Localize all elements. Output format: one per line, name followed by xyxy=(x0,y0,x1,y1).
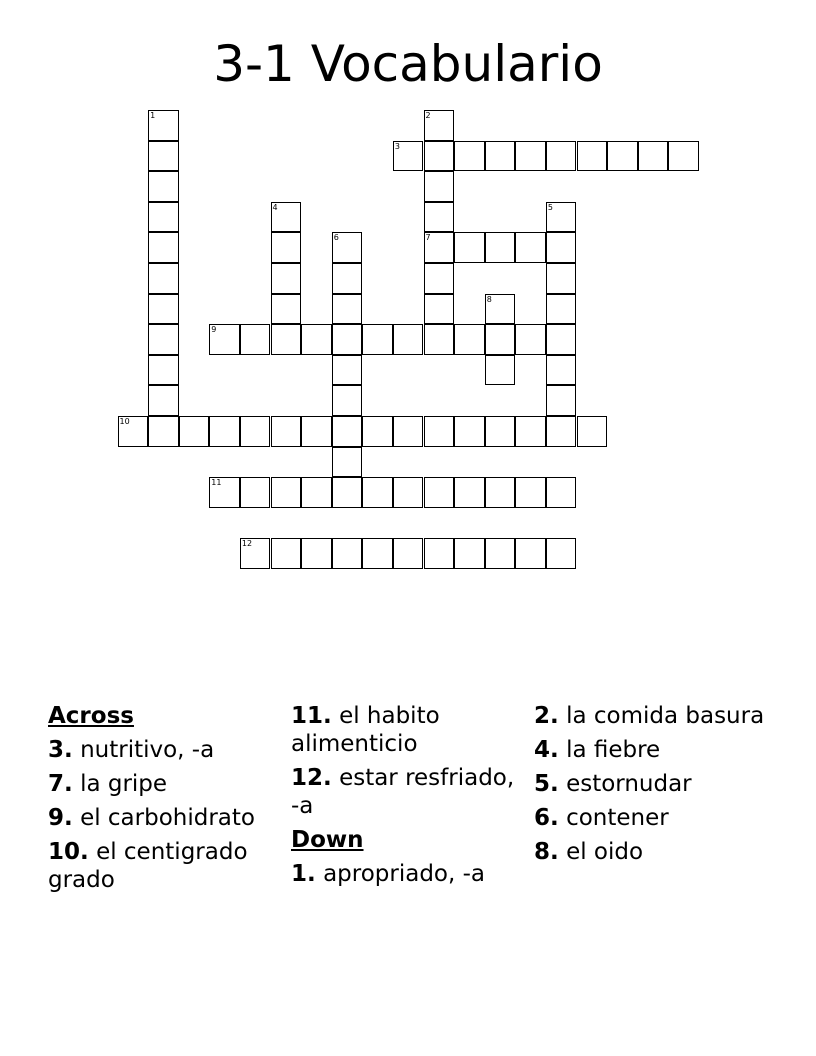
clue-text: nutritivo, -a xyxy=(80,737,215,763)
grid-cell[interactable] xyxy=(546,355,577,386)
cell-input[interactable] xyxy=(394,478,423,507)
cell-input[interactable] xyxy=(333,417,362,446)
cell-input[interactable] xyxy=(363,478,392,507)
clue-text: el oido xyxy=(566,839,644,865)
cell-input[interactable] xyxy=(547,233,576,262)
cell-input[interactable] xyxy=(669,142,698,171)
cell-input[interactable] xyxy=(547,386,576,415)
page-title: 3-1 Vocabulario xyxy=(213,35,603,93)
cell-input[interactable] xyxy=(578,142,607,171)
cell-input[interactable] xyxy=(425,203,454,232)
grid-cell[interactable] xyxy=(148,110,179,141)
clue-number: 9. xyxy=(48,805,73,831)
grid-cell[interactable] xyxy=(546,477,577,508)
cell-input[interactable] xyxy=(547,356,576,385)
grid-cell[interactable] xyxy=(546,294,577,325)
grid-cell[interactable] xyxy=(332,294,363,325)
grid-cell[interactable] xyxy=(515,538,546,569)
down-clue-4 xyxy=(534,736,769,764)
cell-input[interactable] xyxy=(425,295,454,324)
grid-cell[interactable] xyxy=(148,416,179,447)
cell-number: 2 xyxy=(425,111,431,120)
cell-input[interactable] xyxy=(608,142,637,171)
grid-cell[interactable] xyxy=(148,263,179,294)
grid-cell[interactable] xyxy=(546,232,577,263)
cell-input[interactable] xyxy=(149,233,178,262)
cell-input[interactable] xyxy=(210,325,239,354)
cell-input[interactable] xyxy=(272,295,301,324)
grid-cell[interactable] xyxy=(607,141,638,172)
grid-cell[interactable] xyxy=(454,324,485,355)
cell-input[interactable] xyxy=(486,356,515,385)
grid-cell[interactable] xyxy=(362,324,393,355)
clue-text: la comida basura xyxy=(566,703,765,729)
cell-input[interactable] xyxy=(455,539,484,568)
cell-input[interactable] xyxy=(333,539,362,568)
cell-input[interactable] xyxy=(486,539,515,568)
grid-cell[interactable] xyxy=(240,324,271,355)
grid-cell[interactable] xyxy=(148,355,179,386)
cell-input[interactable] xyxy=(547,203,576,232)
clue-number: 1. xyxy=(291,861,316,887)
grid-cell[interactable] xyxy=(362,416,393,447)
down-heading: Down xyxy=(291,827,364,853)
cell-input[interactable] xyxy=(272,203,301,232)
cell-input[interactable] xyxy=(425,172,454,201)
cell-input[interactable] xyxy=(516,142,545,171)
grid-cell[interactable] xyxy=(148,294,179,325)
cell-input[interactable] xyxy=(302,325,331,354)
grid-cell[interactable] xyxy=(179,416,210,447)
clue-text: apropriado, -a xyxy=(323,861,486,887)
cell-input[interactable] xyxy=(516,325,545,354)
grid-cell[interactable] xyxy=(301,477,332,508)
grid-cell[interactable] xyxy=(148,141,179,172)
cell-input[interactable] xyxy=(272,539,301,568)
grid-cell[interactable] xyxy=(424,141,455,172)
clue-text: la gripe xyxy=(80,771,168,797)
grid-cell[interactable] xyxy=(240,538,271,569)
clue-text: el carbohidrato xyxy=(80,805,255,831)
grid-cell[interactable] xyxy=(424,263,455,294)
down-clue-5 xyxy=(534,770,769,798)
cell-input[interactable] xyxy=(333,386,362,415)
cell-number: 9 xyxy=(211,325,217,335)
grid-cell[interactable] xyxy=(546,324,577,355)
across-clue-7 xyxy=(48,770,283,798)
grid-cell[interactable] xyxy=(577,141,608,172)
grid-cell[interactable] xyxy=(332,385,363,416)
grid-cell[interactable] xyxy=(638,141,669,172)
cell-input[interactable] xyxy=(272,478,301,507)
cell-number: 1 xyxy=(150,111,156,120)
clue-text: el centigrado grado xyxy=(48,839,248,893)
grid-cell[interactable] xyxy=(271,232,302,263)
cell-input[interactable] xyxy=(455,417,484,446)
grid-cell[interactable] xyxy=(485,355,516,386)
grid-cell[interactable] xyxy=(209,477,240,508)
cell-input[interactable] xyxy=(547,417,576,446)
grid-cell[interactable] xyxy=(546,141,577,172)
grid-cell[interactable] xyxy=(393,477,424,508)
grid-cell[interactable] xyxy=(485,324,516,355)
grid-cell[interactable] xyxy=(577,416,608,447)
across-clue-3 xyxy=(48,736,283,764)
cell-input[interactable] xyxy=(455,142,484,171)
grid-cell[interactable] xyxy=(454,141,485,172)
cell-input[interactable] xyxy=(119,417,148,446)
cell-number: 11 xyxy=(211,478,222,488)
clue-text: el habito alimenticio xyxy=(291,703,440,757)
cell-input[interactable] xyxy=(333,295,362,324)
cell-input[interactable] xyxy=(425,478,454,507)
grid-cell[interactable] xyxy=(148,385,179,416)
grid-cell[interactable] xyxy=(240,416,271,447)
clue-column-2 xyxy=(291,702,526,894)
cell-input[interactable] xyxy=(455,233,484,262)
cell-input[interactable] xyxy=(333,356,362,385)
grid-cell[interactable] xyxy=(424,477,455,508)
grid-cell[interactable] xyxy=(209,416,240,447)
grid-cell[interactable] xyxy=(668,141,699,172)
cell-input[interactable] xyxy=(149,295,178,324)
cell-input[interactable] xyxy=(272,264,301,293)
grid-cell[interactable] xyxy=(271,416,302,447)
cell-input[interactable] xyxy=(547,478,576,507)
grid-cell[interactable] xyxy=(424,294,455,325)
cell-input[interactable] xyxy=(425,264,454,293)
clue-number: 8. xyxy=(534,839,559,865)
cell-input[interactable] xyxy=(486,325,515,354)
clue-text: estornudar xyxy=(566,771,692,797)
cell-number: 3 xyxy=(394,141,400,151)
cell-input[interactable] xyxy=(516,417,545,446)
grid-cell[interactable] xyxy=(240,477,271,508)
cell-number: 10 xyxy=(119,417,130,426)
cell-input[interactable] xyxy=(394,142,423,171)
grid-cell[interactable] xyxy=(301,538,332,569)
clue-number: 7. xyxy=(48,771,73,797)
cell-input[interactable] xyxy=(333,264,362,293)
grid-cell[interactable] xyxy=(301,324,332,355)
cell-input[interactable] xyxy=(486,142,515,171)
across-heading: Across xyxy=(48,703,134,729)
cell-input[interactable] xyxy=(425,539,454,568)
cell-input[interactable] xyxy=(149,325,178,354)
cell-input[interactable] xyxy=(272,233,301,262)
grid-cell[interactable] xyxy=(148,324,179,355)
cell-input[interactable] xyxy=(333,478,362,507)
grid-cell[interactable] xyxy=(485,416,516,447)
grid-cell[interactable] xyxy=(424,416,455,447)
cell-input[interactable] xyxy=(547,264,576,293)
cell-input[interactable] xyxy=(547,142,576,171)
across-clue-9 xyxy=(48,804,283,832)
across-clue-12 xyxy=(291,764,526,820)
cell-input[interactable] xyxy=(394,539,423,568)
grid-cell[interactable] xyxy=(148,202,179,233)
grid-cell[interactable] xyxy=(393,416,424,447)
cell-input[interactable] xyxy=(486,295,515,324)
down-clue-8 xyxy=(534,838,769,866)
cell-input[interactable] xyxy=(425,417,454,446)
cell-input[interactable] xyxy=(547,295,576,324)
grid-cell[interactable] xyxy=(209,324,240,355)
grid-cell[interactable] xyxy=(148,171,179,202)
across-clue-11 xyxy=(291,702,526,758)
cell-input[interactable] xyxy=(394,325,423,354)
cell-input[interactable] xyxy=(639,142,668,171)
clue-column-3 xyxy=(534,702,769,872)
grid-cell[interactable] xyxy=(393,141,424,172)
cell-input[interactable] xyxy=(486,417,515,446)
clue-number: 12. xyxy=(291,765,332,791)
cell-input[interactable] xyxy=(547,325,576,354)
clue-number: 10. xyxy=(48,839,89,865)
cell-input[interactable] xyxy=(516,539,545,568)
grid-cell[interactable] xyxy=(546,202,577,233)
grid-cell[interactable] xyxy=(454,477,485,508)
cell-number: 12 xyxy=(241,539,253,549)
grid-cell[interactable] xyxy=(424,232,455,263)
clue-number: 6. xyxy=(534,805,559,831)
cell-input[interactable] xyxy=(333,233,362,262)
clue-number: 11. xyxy=(291,703,332,729)
grid-cell[interactable] xyxy=(271,324,302,355)
grid-cell[interactable] xyxy=(515,324,546,355)
grid-cell[interactable] xyxy=(332,416,363,447)
clue-number: 5. xyxy=(534,771,559,797)
cell-input[interactable] xyxy=(149,264,178,293)
cell-input[interactable] xyxy=(180,417,209,446)
cell-input[interactable] xyxy=(425,325,454,354)
grid-cell[interactable] xyxy=(332,324,363,355)
cell-input[interactable] xyxy=(302,478,331,507)
cell-input[interactable] xyxy=(149,172,178,201)
cell-input[interactable] xyxy=(210,478,239,507)
across-clue-10 xyxy=(48,838,283,894)
grid-cell[interactable] xyxy=(148,232,179,263)
cell-input[interactable] xyxy=(241,539,270,568)
grid-cell[interactable] xyxy=(271,538,302,569)
cell-input[interactable] xyxy=(149,386,178,415)
cell-input[interactable] xyxy=(363,417,392,446)
grid-cell[interactable] xyxy=(393,538,424,569)
grid-cell[interactable] xyxy=(424,538,455,569)
cell-input[interactable] xyxy=(425,111,454,140)
cell-input[interactable] xyxy=(516,233,545,262)
grid-cell[interactable] xyxy=(332,232,363,263)
grid-cell[interactable] xyxy=(485,232,516,263)
grid-cell[interactable] xyxy=(362,477,393,508)
down-clue-1 xyxy=(291,860,526,888)
grid-cell[interactable] xyxy=(454,538,485,569)
grid-cell[interactable] xyxy=(485,538,516,569)
cell-input[interactable] xyxy=(363,325,392,354)
grid-cell[interactable] xyxy=(393,324,424,355)
grid-cell[interactable] xyxy=(271,294,302,325)
cell-number: 6 xyxy=(333,233,339,243)
cell-input[interactable] xyxy=(149,203,178,232)
cell-input[interactable] xyxy=(149,142,178,171)
grid-cell[interactable] xyxy=(515,477,546,508)
grid-cell[interactable] xyxy=(546,538,577,569)
grid-cell[interactable] xyxy=(362,538,393,569)
cell-input[interactable] xyxy=(516,478,545,507)
cell-input[interactable] xyxy=(547,539,576,568)
cell-input[interactable] xyxy=(302,417,331,446)
cell-input[interactable] xyxy=(149,417,178,446)
cell-input[interactable] xyxy=(241,478,270,507)
cell-input[interactable] xyxy=(425,142,454,171)
grid-cell[interactable] xyxy=(271,477,302,508)
cell-input[interactable] xyxy=(272,325,301,354)
grid-cell[interactable] xyxy=(424,110,455,141)
grid-cell[interactable] xyxy=(332,477,363,508)
cell-input[interactable] xyxy=(241,325,270,354)
cell-input[interactable] xyxy=(149,356,178,385)
cell-input[interactable] xyxy=(486,233,515,262)
cell-input[interactable] xyxy=(425,233,454,262)
grid-cell[interactable] xyxy=(485,141,516,172)
clue-column-1 xyxy=(48,702,283,900)
down-clue-6 xyxy=(534,804,769,832)
grid-cell[interactable] xyxy=(454,416,485,447)
cell-number: 5 xyxy=(547,202,553,212)
grid-cell[interactable] xyxy=(424,202,455,233)
grid-cell[interactable] xyxy=(515,141,546,172)
cell-input[interactable] xyxy=(241,417,270,446)
grid-cell[interactable] xyxy=(515,416,546,447)
cell-input[interactable] xyxy=(149,111,178,140)
clue-number: 2. xyxy=(534,703,559,729)
cell-input[interactable] xyxy=(363,539,392,568)
clue-number: 4. xyxy=(534,737,559,763)
grid-cell[interactable] xyxy=(485,294,516,325)
grid-cell[interactable] xyxy=(424,171,455,202)
down-clue-2 xyxy=(534,702,769,730)
clue-text: la fiebre xyxy=(566,737,661,763)
cell-input[interactable] xyxy=(455,325,484,354)
grid-cell[interactable] xyxy=(332,447,363,478)
cell-input[interactable] xyxy=(302,539,331,568)
cell-input[interactable] xyxy=(394,417,423,446)
clue-number: 3. xyxy=(48,737,73,763)
grid-cell[interactable] xyxy=(332,355,363,386)
cell-input[interactable] xyxy=(578,417,607,446)
grid-cell[interactable] xyxy=(332,263,363,294)
cell-input[interactable] xyxy=(333,325,362,354)
cell-input[interactable] xyxy=(455,478,484,507)
grid-cell[interactable] xyxy=(546,385,577,416)
grid-cell[interactable] xyxy=(332,538,363,569)
cell-input[interactable] xyxy=(486,478,515,507)
grid-cell[interactable] xyxy=(301,416,332,447)
cell-input[interactable] xyxy=(272,417,301,446)
grid-cell[interactable] xyxy=(546,263,577,294)
cell-number: 7 xyxy=(425,233,431,243)
grid-cell[interactable] xyxy=(271,202,302,233)
grid-cell[interactable] xyxy=(454,232,485,263)
cell-number: 8 xyxy=(486,294,492,304)
clue-text: estar resfriado, -a xyxy=(291,765,515,819)
grid-cell[interactable] xyxy=(118,416,149,447)
clue-text: contener xyxy=(566,805,669,831)
grid-cell[interactable] xyxy=(546,416,577,447)
cell-input[interactable] xyxy=(210,417,239,446)
cell-number: 4 xyxy=(272,202,278,212)
cell-input[interactable] xyxy=(333,448,362,477)
grid-cell[interactable] xyxy=(424,324,455,355)
grid-cell[interactable] xyxy=(515,232,546,263)
grid-cell[interactable] xyxy=(271,263,302,294)
grid-cell[interactable] xyxy=(485,477,516,508)
